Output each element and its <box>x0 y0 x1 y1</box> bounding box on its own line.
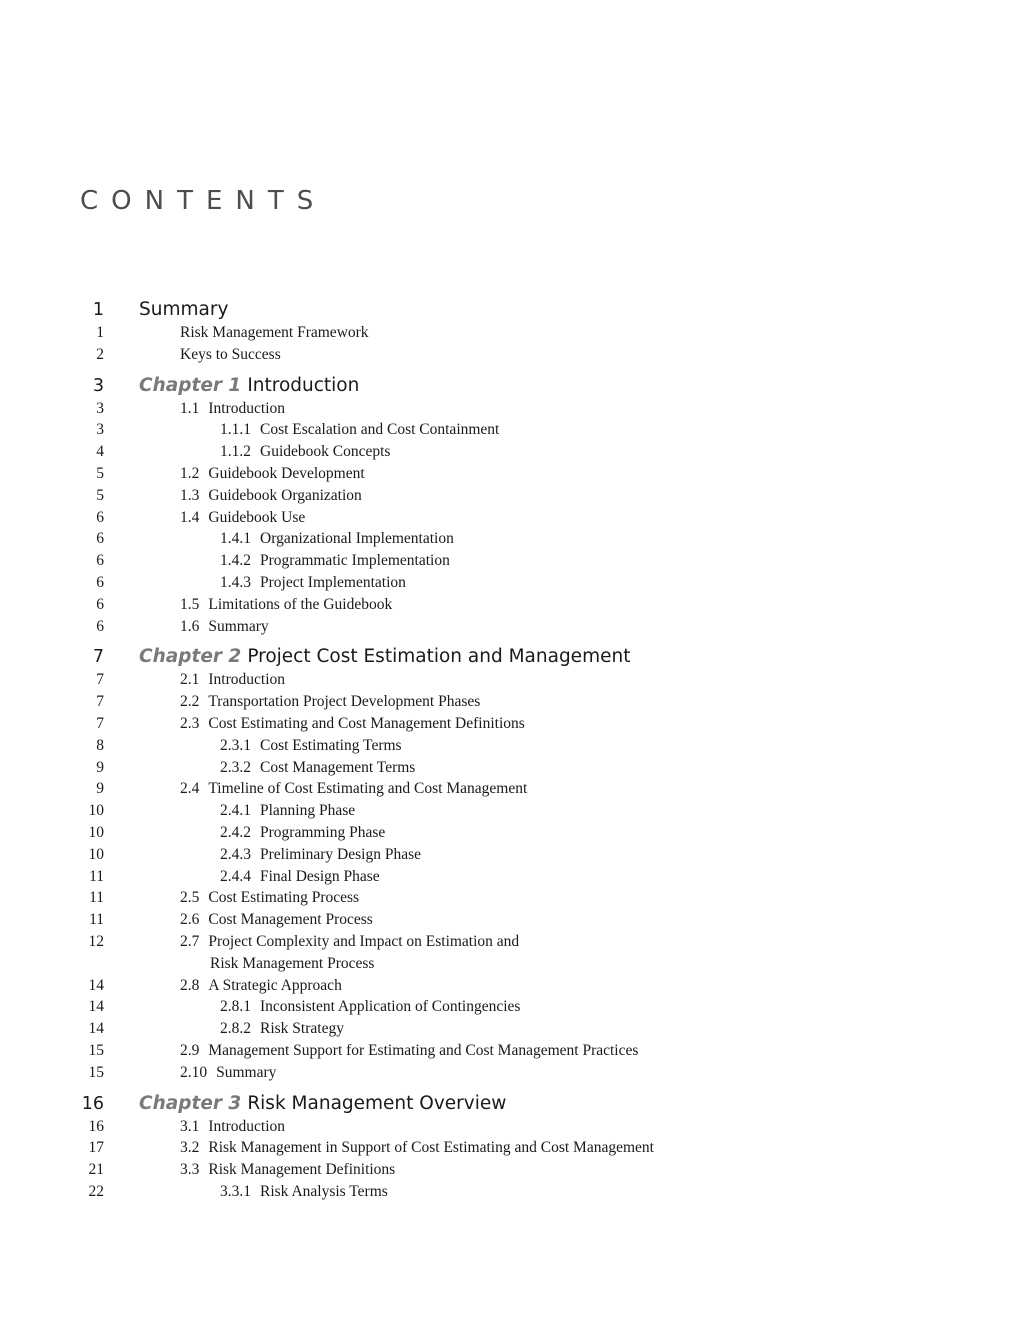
toc-subsection-entry[interactable] <box>0 757 1020 779</box>
entry-text <box>180 594 392 616</box>
entry-text <box>180 322 369 344</box>
toc-section-entry[interactable] <box>0 691 1020 713</box>
entry-text <box>180 485 362 507</box>
entry-title: Introduction <box>247 374 360 396</box>
section-number: 2.2 <box>180 693 200 711</box>
entry-title: Organizational Implementation <box>260 530 454 548</box>
entry-title: Guidebook Organization <box>208 486 362 504</box>
table-of-contents <box>0 298 1020 1203</box>
toc-section-entry[interactable] <box>0 398 1020 420</box>
page-number: 3 <box>96 399 104 417</box>
page-number: 6 <box>96 552 104 570</box>
toc-chapter-entry[interactable] <box>0 374 1020 398</box>
entry-title: Guidebook Concepts <box>260 443 391 461</box>
toc-subsection-entry[interactable] <box>0 550 1020 572</box>
entry-text <box>139 645 630 669</box>
page-number: 10 <box>88 802 104 820</box>
toc-subsection-entry[interactable] <box>0 996 1020 1018</box>
entry-title: Project Implementation <box>260 573 406 591</box>
toc-section-entry[interactable] <box>0 778 1020 800</box>
page-number: 11 <box>89 911 104 929</box>
entry-title: Cost Escalation and Cost Containment <box>260 421 500 439</box>
page-number: 14 <box>88 998 104 1016</box>
entry-text <box>180 616 269 638</box>
toc-section-entry[interactable] <box>0 1159 1020 1181</box>
section-number: 2.3.2 <box>220 758 251 776</box>
entry-title: Summary <box>208 617 269 635</box>
toc-section-entry[interactable] <box>0 975 1020 997</box>
entry-title: Risk Management Overview <box>247 1092 507 1114</box>
page-number: 6 <box>96 617 104 635</box>
entry-text <box>139 374 359 398</box>
page-number: 6 <box>96 573 104 591</box>
entry-text <box>220 735 402 757</box>
page-number: 1 <box>96 324 104 341</box>
toc-chapter-entry[interactable] <box>0 1092 1020 1116</box>
section-number: 3.1 <box>180 1117 200 1135</box>
section-number: 2.5 <box>180 889 200 907</box>
entry-title: Summary <box>216 1063 277 1081</box>
section-number: 2.7 <box>180 932 200 950</box>
entry-text <box>180 691 480 713</box>
section-number: 1.4.2 <box>220 552 251 570</box>
toc-section-entry[interactable] <box>0 713 1020 735</box>
section-number: 2.1 <box>180 671 200 689</box>
section-number: 2.8.1 <box>220 998 251 1016</box>
page-number: 17 <box>88 1139 104 1157</box>
toc-subsection-entry[interactable] <box>0 572 1020 594</box>
entry-title: Introduction <box>208 1117 285 1135</box>
entry-text <box>220 800 355 822</box>
entry-text <box>180 1116 285 1138</box>
entry-title: Programming Phase <box>260 823 386 841</box>
page-number: 4 <box>96 443 104 461</box>
page-number: 5 <box>96 486 104 504</box>
section-number: 2.3.1 <box>220 736 251 754</box>
entry-text <box>180 1062 276 1084</box>
entry-text <box>180 778 527 800</box>
section-number: 2.4.2 <box>220 823 251 841</box>
page-number: 7 <box>96 714 104 732</box>
page-number: 10 <box>88 845 104 863</box>
section-number: 1.3 <box>180 486 200 504</box>
page-number: 16 <box>81 1093 104 1114</box>
page-number: 2 <box>96 345 104 363</box>
entry-text <box>220 1181 388 1203</box>
entry-text <box>220 866 380 888</box>
entry-title: Timeline of Cost Estimating and Cost Management <box>208 780 528 798</box>
entry-text <box>180 975 342 997</box>
entry-text <box>180 713 525 735</box>
entry-title: Cost Management Terms <box>260 758 416 776</box>
toc-section-entry[interactable] <box>0 1137 1020 1159</box>
chapter-label: Chapter 1 <box>139 374 242 396</box>
entry-text <box>220 1018 344 1040</box>
page-number: 10 <box>88 823 104 841</box>
entry-title: Transportation Project Development Phases <box>208 693 481 711</box>
section-number: 2.4 <box>180 780 200 798</box>
page-number: 9 <box>96 758 104 776</box>
entry-text <box>220 757 415 779</box>
page-number: 15 <box>88 1063 104 1081</box>
entry-text <box>220 844 421 866</box>
entry-text <box>210 953 374 975</box>
toc-section-entry[interactable] <box>0 616 1020 638</box>
entry-text <box>180 909 373 931</box>
page-number: 3 <box>96 421 104 439</box>
entry-title: Project Complexity and Impact on Estimation and <box>208 932 520 950</box>
section-number: 2.10 <box>180 1063 208 1081</box>
section-number: 3.2 <box>180 1139 200 1157</box>
section-number: 2.4.3 <box>220 845 251 863</box>
entry-title: Risk Management Process <box>210 954 375 972</box>
toc-subsection-entry[interactable] <box>0 822 1020 844</box>
toc-subsection-entry[interactable] <box>0 866 1020 888</box>
page-number: 14 <box>88 1020 104 1038</box>
entry-text <box>220 996 520 1018</box>
toc-section-entry[interactable] <box>0 594 1020 616</box>
chapter-label: Chapter 3 <box>139 1092 242 1114</box>
toc-section-entry[interactable] <box>0 322 1020 344</box>
entry-text <box>180 887 359 909</box>
section-number: 3.3 <box>180 1161 200 1179</box>
page-number: 8 <box>96 736 104 754</box>
toc-section-entry[interactable] <box>0 507 1020 529</box>
entry-text <box>180 931 519 953</box>
entry-text <box>180 463 365 485</box>
entry-text <box>180 1159 395 1181</box>
entry-title: Summary <box>139 299 229 320</box>
toc-subsection-entry[interactable] <box>0 844 1020 866</box>
section-number: 2.3 <box>180 714 200 732</box>
entry-title: Final Design Phase <box>260 867 380 885</box>
entry-text <box>180 669 285 691</box>
page-number: 12 <box>88 932 104 950</box>
entry-title: Risk Management Framework <box>180 324 369 341</box>
toc-subsection-entry[interactable] <box>0 1181 1020 1203</box>
entry-text <box>139 298 228 322</box>
section-number: 2.8.2 <box>220 1020 251 1038</box>
page-number: 7 <box>96 671 104 689</box>
toc-subsection-entry[interactable] <box>0 800 1020 822</box>
entry-text <box>220 419 499 441</box>
toc-section-entry[interactable] <box>0 669 1020 691</box>
section-number: 2.4.4 <box>220 867 251 885</box>
page-number: 7 <box>96 693 104 711</box>
toc-subsection-entry[interactable] <box>0 441 1020 463</box>
page-number: 15 <box>88 1041 104 1059</box>
section-number: 1.5 <box>180 595 200 613</box>
entry-title: Risk Management Definitions <box>208 1161 396 1179</box>
section-number: 2.8 <box>180 976 200 994</box>
section-number: 2.9 <box>180 1041 200 1059</box>
section-number: 3.3.1 <box>220 1182 251 1200</box>
entry-title: Guidebook Use <box>208 508 306 526</box>
entry-title: Preliminary Design Phase <box>260 845 422 863</box>
toc-section-entry[interactable] <box>0 909 1020 931</box>
toc-subsection-entry[interactable] <box>0 419 1020 441</box>
entry-title: A Strategic Approach <box>208 976 342 994</box>
page-number: 22 <box>88 1182 104 1200</box>
page-number: 6 <box>96 530 104 548</box>
entry-text <box>180 398 285 420</box>
toc-section-entry[interactable] <box>0 344 1020 366</box>
page-number: 16 <box>88 1117 104 1135</box>
entry-title: Risk Management in Support of Cost Estimating and Cost Management <box>208 1139 654 1157</box>
toc-section-entry[interactable] <box>0 463 1020 485</box>
entry-title: Risk Analysis Terms <box>260 1182 388 1200</box>
toc-subsection-entry[interactable] <box>0 1018 1020 1040</box>
section-number: 2.4.1 <box>220 802 251 820</box>
entry-text <box>139 1092 506 1116</box>
page-number: 11 <box>89 889 104 907</box>
entry-title: Introduction <box>208 399 285 417</box>
entry-title: Cost Estimating Process <box>208 889 360 907</box>
entry-title: Inconsistent Application of Contingencies <box>260 998 521 1016</box>
toc-subsection-entry[interactable] <box>0 735 1020 757</box>
section-number: 1.1.2 <box>220 443 251 461</box>
section-number: 1.1 <box>180 399 200 417</box>
toc-section-entry[interactable] <box>0 1116 1020 1138</box>
entry-text <box>180 1040 638 1062</box>
toc-chapter-entry[interactable] <box>0 298 1020 322</box>
toc-subsection-entry[interactable] <box>0 528 1020 550</box>
page-number: 3 <box>92 375 104 396</box>
toc-chapter-entry[interactable] <box>0 645 1020 669</box>
section-number: 1.4 <box>180 508 200 526</box>
entry-text <box>220 528 454 550</box>
entry-title: Project Cost Estimation and Management <box>247 646 631 668</box>
section-number: 1.2 <box>180 464 200 482</box>
entry-title: Planning Phase <box>260 802 356 820</box>
entry-title: Guidebook Development <box>208 464 365 482</box>
entry-title: Cost Estimating and Cost Management Definitions <box>208 714 525 732</box>
toc-section-entry[interactable] <box>0 485 1020 507</box>
entry-title: Keys to Success <box>180 345 281 363</box>
toc-section-entry[interactable] <box>0 887 1020 909</box>
toc-section-entry[interactable] <box>0 931 1020 953</box>
page-number: 6 <box>96 595 104 613</box>
page-number: 6 <box>96 508 104 526</box>
entry-title: Cost Estimating Terms <box>260 736 402 754</box>
section-number: 1.4.1 <box>220 530 251 548</box>
section-number: 1.1.1 <box>220 421 251 439</box>
page-title: CONTENTS <box>80 186 327 216</box>
page-number: 14 <box>88 976 104 994</box>
entry-text <box>220 441 390 463</box>
entry-title: Risk Strategy <box>260 1020 344 1038</box>
entry-title: Programmatic Implementation <box>260 552 450 570</box>
entry-text <box>220 822 385 844</box>
page-number: 21 <box>88 1161 104 1179</box>
entry-text <box>180 344 281 366</box>
entry-title: Limitations of the Guidebook <box>208 595 393 613</box>
entry-text <box>220 572 406 594</box>
entry-title: Cost Management Process <box>208 911 373 929</box>
entry-title: Management Support for Estimating and Cost Management Practices <box>208 1041 639 1059</box>
toc-section-entry[interactable] <box>0 1062 1020 1084</box>
entry-title: Introduction <box>208 671 285 689</box>
section-number: 2.6 <box>180 911 200 929</box>
section-number: 1.6 <box>180 617 200 635</box>
toc-entry-continuation[interactable] <box>0 953 1020 975</box>
page-number: 11 <box>89 867 104 885</box>
chapter-label: Chapter 2 <box>139 646 242 668</box>
section-number: 1.4.3 <box>220 573 251 591</box>
page-number: 7 <box>92 647 104 668</box>
page-number: 1 <box>92 300 104 320</box>
toc-section-entry[interactable] <box>0 1040 1020 1062</box>
page-number: 5 <box>96 464 104 482</box>
page-number: 9 <box>96 780 104 798</box>
entry-text <box>180 507 305 529</box>
entry-text <box>220 550 450 572</box>
entry-text <box>180 1137 654 1159</box>
